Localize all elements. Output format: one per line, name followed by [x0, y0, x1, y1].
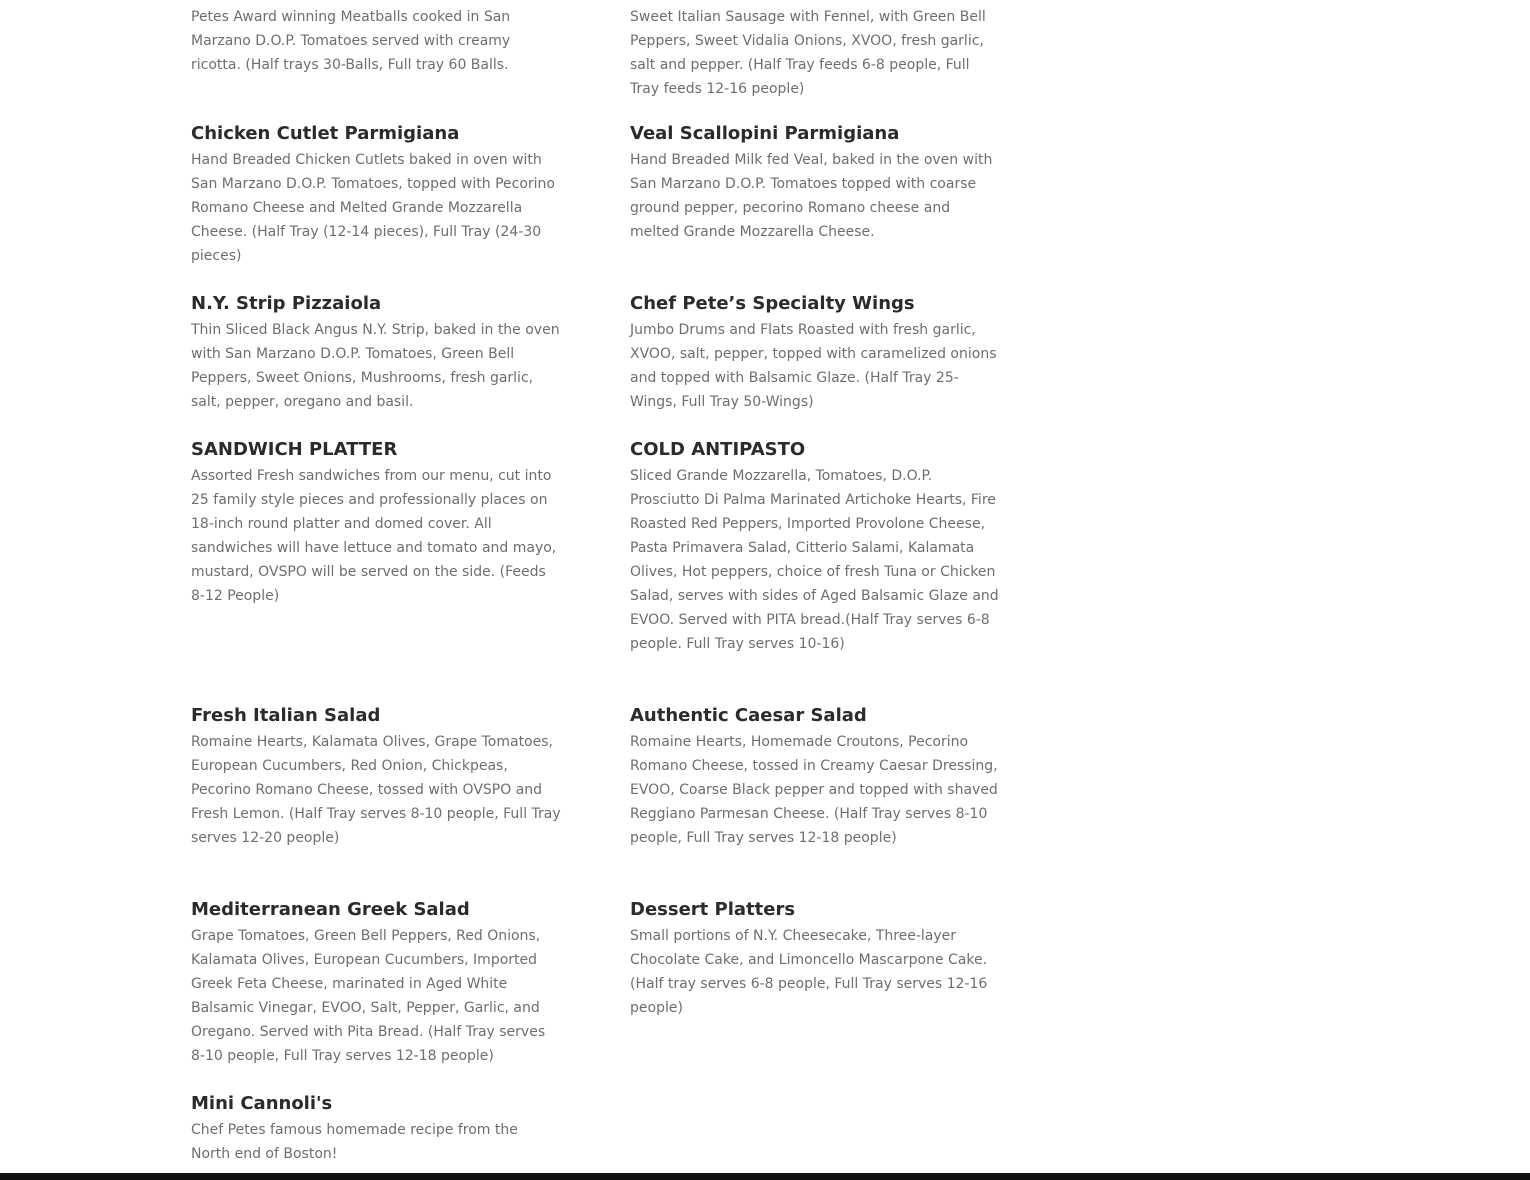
- menu-item-sandwich-platter: [191, 439, 561, 608]
- menu-item-ny-strip-pizzaiola: [191, 293, 561, 414]
- item-description: Sweet Italian Sausage with Fennel, with Green Bell Peppers, Sweet Vidalia Onions, XVOO, fresh garlic, salt and pepper. (Half Tray feeds 6-8 people, Full Tray feeds 12-16 people): [630, 9, 986, 97]
- bottom-bar: [0, 1173, 1530, 1180]
- menu-item-veal-scallopini-parmigiana: [630, 123, 1000, 244]
- item-title: Fresh Italian Salad: [191, 705, 381, 726]
- menu-item-authentic-caesar-salad: [630, 705, 1000, 850]
- item-title: COLD ANTIPASTO: [630, 439, 806, 460]
- menu-item-chicken-cutlet-parmigiana: [191, 123, 561, 268]
- item-title: SANDWICH PLATTER: [191, 439, 398, 460]
- menu-item-fresh-italian-salad: [191, 705, 561, 850]
- item-title: Authentic Caesar Salad: [630, 705, 867, 726]
- item-title: Chef Pete’s Specialty Wings: [630, 293, 915, 314]
- item-title: Mini Cannoli's: [191, 1093, 333, 1114]
- item-description: Hand Breaded Milk fed Veal, baked in the oven with San Marzano D.O.P. Tomatoes topped with coarse ground pepper, pecorino Romano cheese and melted Grande Mozzarella Cheese.: [630, 152, 993, 240]
- item-description: Romaine Hearts, Kalamata Olives, Grape Tomatoes, European Cucumbers, Red Onion, Chickpeas, Pecorino Romano Cheese, tossed with OVSPO and Fresh Lemon. (Half Tray serves 8-10 people, Full Tray serves 12-20 people): [191, 734, 561, 846]
- item-description: Romaine Hearts, Homemade Croutons, Pecorino Romano Cheese, tossed in Creamy Caesar Dressing, EVOO, Coarse Black pepper and topped with shaved Reggiano Parmesan Cheese. (Half Tray serves 8-10 people, Full Tray serves 12-18 people): [630, 734, 998, 846]
- menu-item-sausage-peppers: [630, 2, 1000, 101]
- menu-item-cold-antipasto: [630, 439, 1000, 656]
- item-description: Petes Award winning Meatballs cooked in San Marzano D.O.P. Tomatoes served with creamy ricotta. (Half trays 30-Balls, Full tray 60 Balls.: [191, 9, 511, 73]
- item-description: Sliced Grande Mozzarella, Tomatoes, D.O.P. Prosciutto Di Palma Marinated Artichoke Hearts, Fire Roasted Red Peppers, Imported Provolone Cheese, Pasta Primavera Salad, Citterio Salami, Kalamata Olives, Hot peppers, choice of fresh Tuna or Chicken Salad, serves with sides of Aged Balsamic Glaze and EVOO. Served with PITA bread.(Half Tray serves 6-8 people. Full Tray serves 10-16): [630, 468, 999, 652]
- item-title: Dessert Platters: [630, 899, 796, 920]
- menu-item-dessert-platters: [630, 899, 1000, 1020]
- item-description: Small portions of N.Y. Cheesecake, Three-layer Chocolate Cake, and Limoncello Mascarpone Cake. (Half tray serves 6-8 people, Full Tray serves 12-16 people): [630, 928, 988, 1016]
- item-title: Mediterranean Greek Salad: [191, 899, 470, 920]
- item-description: Grape Tomatoes, Green Bell Peppers, Red Onions, Kalamata Olives, European Cucumbers, Imported Greek Feta Cheese, marinated in Aged White Balsamic Vinegar, EVOO, Salt, Pepper, Garlic, and Oregano. Served with Pita Bread. (Half Tray serves 8-10 people, Full Tray serves 12-18 people): [191, 928, 546, 1064]
- menu-item-mediterranean-greek-salad: [191, 899, 561, 1068]
- menu-item-chef-petes-specialty-wings: [630, 293, 1000, 414]
- item-description: Hand Breaded Chicken Cutlets baked in oven with San Marzano D.O.P. Tomatoes, topped with Pecorino Romano Cheese and Melted Grande Mozzarella Cheese. (Half Tray (12-14 pieces), Full Tray (24-30 pieces): [191, 152, 555, 264]
- item-description: Chef Petes famous homemade recipe from the North end of Boston!: [191, 1122, 518, 1162]
- item-description: Assorted Fresh sandwiches from our menu, cut into 25 family style pieces and professionally places on 18-inch round platter and domed cover. All sandwiches will have lettuce and tomato and mayo, mustard, OVSPO will be served on the side. (Feeds 8-12 People): [191, 468, 557, 604]
- item-description: Thin Sliced Black Angus N.Y. Strip, baked in the oven with San Marzano D.O.P. Tomatoes, Green Bell Peppers, Sweet Onions, Mushrooms, fresh garlic, salt, pepper, oregano and basil.: [191, 322, 560, 410]
- menu-item-mini-cannolis: [191, 1093, 561, 1166]
- menu-item-meatballs: [191, 2, 561, 77]
- item-title: Chicken Cutlet Parmigiana: [191, 123, 460, 144]
- item-title: N.Y. Strip Pizzaiola: [191, 293, 382, 314]
- item-title: Veal Scallopini Parmigiana: [630, 123, 900, 144]
- item-description: Jumbo Drums and Flats Roasted with fresh garlic, XVOO, salt, pepper, topped with caramelized onions and topped with Balsamic Glaze. (Half Tray 25-Wings, Full Tray 50-Wings): [630, 322, 997, 410]
